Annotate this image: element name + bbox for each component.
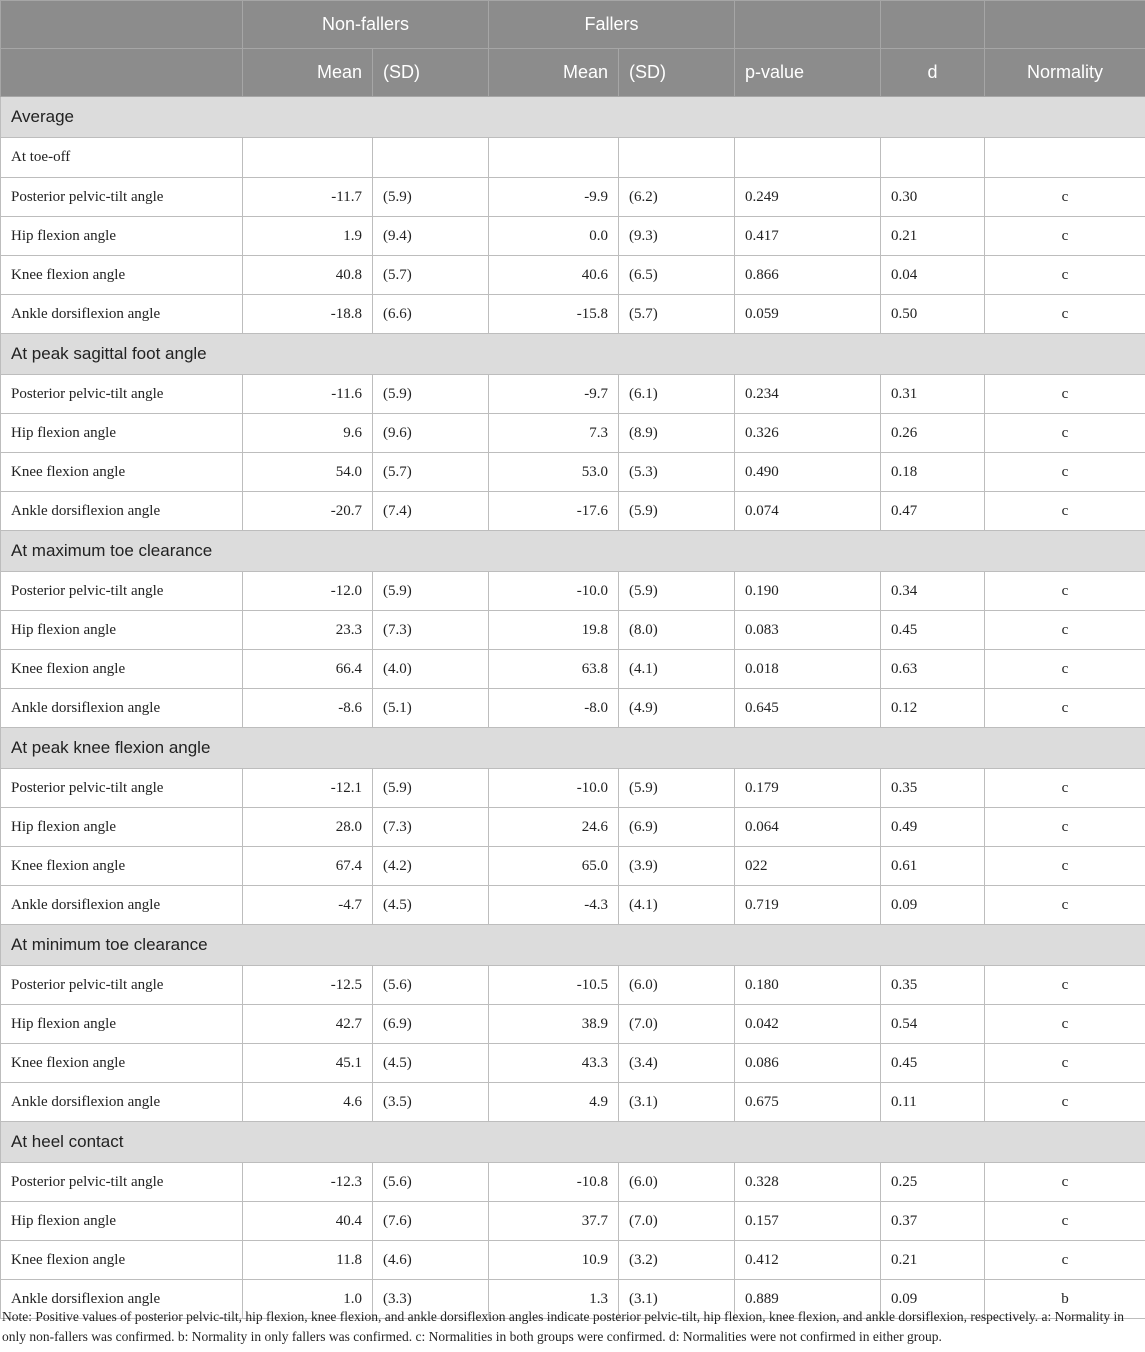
nonfallers-mean-cell: 1.9 [243, 217, 373, 256]
nonfallers-mean-cell: 1.0 [243, 1280, 373, 1319]
row-label: Hip flexion angle [1, 414, 243, 453]
header-empty-cell [1, 1, 243, 49]
empty-cell [735, 138, 881, 178]
nonfallers-sd-cell: (7.4) [373, 492, 489, 531]
table-row [1, 1044, 1145, 1083]
row-label: Ankle dorsiflexion angle [1, 886, 243, 925]
normality-cell: c [985, 650, 1145, 689]
d-cell: 0.26 [881, 414, 985, 453]
nonfallers-mean-cell: 11.8 [243, 1241, 373, 1280]
d-cell: 0.47 [881, 492, 985, 531]
table-row [1, 966, 1145, 1005]
fallers-sd-cell: (5.7) [619, 295, 735, 334]
p-value-cell: 0.326 [735, 414, 881, 453]
nonfallers-sd-cell: (5.6) [373, 966, 489, 1005]
nonfallers-sd-cell: (5.7) [373, 453, 489, 492]
p-value-cell: 0.490 [735, 453, 881, 492]
nonfallers-sd-cell: (5.9) [373, 178, 489, 217]
header-non-fallers: Non-fallers [243, 1, 489, 49]
p-value-cell: 0.889 [735, 1280, 881, 1319]
fallers-sd-cell: (3.9) [619, 847, 735, 886]
header-empty-cell [1, 49, 243, 97]
nonfallers-sd-cell: (7.3) [373, 808, 489, 847]
row-label: Hip flexion angle [1, 217, 243, 256]
d-cell: 0.12 [881, 689, 985, 728]
fallers-mean-cell: 43.3 [489, 1044, 619, 1083]
d-cell: 0.21 [881, 1241, 985, 1280]
p-value-cell: 0.074 [735, 492, 881, 531]
normality-cell: c [985, 808, 1145, 847]
nonfallers-sd-cell: (4.0) [373, 650, 489, 689]
header-nf-sd: (SD) [373, 49, 489, 97]
p-value-cell: 0.866 [735, 256, 881, 295]
fallers-sd-cell: (3.2) [619, 1241, 735, 1280]
nonfallers-mean-cell: 40.8 [243, 256, 373, 295]
fallers-sd-cell: (6.1) [619, 375, 735, 414]
normality-cell: c [985, 217, 1145, 256]
table-row [1, 1241, 1145, 1280]
d-cell: 0.09 [881, 1280, 985, 1319]
nonfallers-mean-cell: 45.1 [243, 1044, 373, 1083]
table-row [1, 217, 1145, 256]
d-cell: 0.54 [881, 1005, 985, 1044]
row-label: Hip flexion angle [1, 1005, 243, 1044]
section-title: At heel contact [1, 1122, 1145, 1163]
nonfallers-mean-cell: -12.0 [243, 572, 373, 611]
fallers-mean-cell: 40.6 [489, 256, 619, 295]
p-value-cell: 0.064 [735, 808, 881, 847]
nonfallers-mean-cell: -18.8 [243, 295, 373, 334]
fallers-mean-cell: -4.3 [489, 886, 619, 925]
table-note: Note: Positive values of posterior pelvic-tilt, hip flexion, knee flexion, and ankle dorsiflexion angles indicate posterior pelvic-tilt, hip flexion, knee flexion, and ankle dorsiflexion, respectively. a: Normality in only non-fallers was confirmed. b: Normality in only fallers was confirmed. c: Normalities in both groups were confirmed. d: Normalities were not confirmed in either group. [2, 1309, 1124, 1344]
fallers-mean-cell: 4.9 [489, 1083, 619, 1122]
p-value-cell: 0.180 [735, 966, 881, 1005]
fallers-mean-cell: -8.0 [489, 689, 619, 728]
row-label: Hip flexion angle [1, 1202, 243, 1241]
fallers-mean-cell: 24.6 [489, 808, 619, 847]
nonfallers-mean-cell: 23.3 [243, 611, 373, 650]
table-row [1, 1202, 1145, 1241]
fallers-sd-cell: (5.9) [619, 572, 735, 611]
normality-cell: c [985, 1044, 1145, 1083]
fallers-mean-cell: 53.0 [489, 453, 619, 492]
d-cell: 0.63 [881, 650, 985, 689]
fallers-mean-cell: -17.6 [489, 492, 619, 531]
row-label: Posterior pelvic-tilt angle [1, 769, 243, 808]
nonfallers-mean-cell: -4.7 [243, 886, 373, 925]
nonfallers-sd-cell: (5.9) [373, 375, 489, 414]
p-value-cell: 0.417 [735, 217, 881, 256]
fallers-mean-cell: -9.9 [489, 178, 619, 217]
normality-cell: c [985, 1202, 1145, 1241]
fallers-sd-cell: (4.9) [619, 689, 735, 728]
normality-cell: c [985, 375, 1145, 414]
header-empty-cell [881, 1, 985, 49]
nonfallers-mean-cell: -11.6 [243, 375, 373, 414]
p-value-cell: 0.249 [735, 178, 881, 217]
nonfallers-sd-cell: (4.6) [373, 1241, 489, 1280]
d-cell: 0.30 [881, 178, 985, 217]
nonfallers-sd-cell: (4.5) [373, 1044, 489, 1083]
d-cell: 0.45 [881, 1044, 985, 1083]
fallers-sd-cell: (5.3) [619, 453, 735, 492]
header-row-columns [1, 49, 1145, 97]
p-value-cell: 0.083 [735, 611, 881, 650]
d-cell: 0.09 [881, 886, 985, 925]
row-label: Posterior pelvic-tilt angle [1, 375, 243, 414]
d-cell: 0.25 [881, 1163, 985, 1202]
fallers-mean-cell: -10.8 [489, 1163, 619, 1202]
empty-cell [489, 138, 619, 178]
p-value-cell: 0.059 [735, 295, 881, 334]
header-empty-cell [735, 1, 881, 49]
nonfallers-mean-cell: -8.6 [243, 689, 373, 728]
normality-cell: c [985, 453, 1145, 492]
nonfallers-sd-cell: (6.6) [373, 295, 489, 334]
nonfallers-sd-cell: (5.7) [373, 256, 489, 295]
section-header [1, 728, 1145, 769]
p-value-cell: 0.234 [735, 375, 881, 414]
fallers-mean-cell: 38.9 [489, 1005, 619, 1044]
table-row [1, 1163, 1145, 1202]
p-value-cell: 0.086 [735, 1044, 881, 1083]
d-cell: 0.34 [881, 572, 985, 611]
d-cell: 0.35 [881, 769, 985, 808]
fallers-sd-cell: (6.0) [619, 1163, 735, 1202]
table-body [1, 97, 1145, 1319]
d-cell: 0.18 [881, 453, 985, 492]
p-value-cell: 0.719 [735, 886, 881, 925]
fallers-sd-cell: (6.9) [619, 808, 735, 847]
empty-cell [881, 138, 985, 178]
header-p-value: p-value [735, 49, 881, 97]
nonfallers-mean-cell: -20.7 [243, 492, 373, 531]
table-row [1, 847, 1145, 886]
p-value-cell: 0.645 [735, 689, 881, 728]
table-row [1, 572, 1145, 611]
fallers-mean-cell: 65.0 [489, 847, 619, 886]
nonfallers-mean-cell: 9.6 [243, 414, 373, 453]
section-title: At peak sagittal foot angle [1, 334, 1145, 375]
row-label: Ankle dorsiflexion angle [1, 295, 243, 334]
table-row [1, 492, 1145, 531]
normality-cell: c [985, 572, 1145, 611]
row-label: Ankle dorsiflexion angle [1, 689, 243, 728]
fallers-sd-cell: (5.9) [619, 769, 735, 808]
subsection-row [1, 138, 1145, 178]
table-row [1, 1083, 1145, 1122]
fallers-mean-cell: 19.8 [489, 611, 619, 650]
p-value-cell: 0.675 [735, 1083, 881, 1122]
table-row [1, 375, 1145, 414]
section-title: At maximum toe clearance [1, 531, 1145, 572]
row-label: Ankle dorsiflexion angle [1, 492, 243, 531]
normality-cell: c [985, 689, 1145, 728]
p-value-cell: 0.190 [735, 572, 881, 611]
fallers-mean-cell: -15.8 [489, 295, 619, 334]
d-cell: 0.21 [881, 217, 985, 256]
empty-cell [619, 138, 735, 178]
nonfallers-mean-cell: 4.6 [243, 1083, 373, 1122]
row-label: Knee flexion angle [1, 256, 243, 295]
subsection-title: At toe-off [1, 138, 243, 178]
d-cell: 0.50 [881, 295, 985, 334]
normality-cell: c [985, 886, 1145, 925]
normality-cell: c [985, 295, 1145, 334]
nonfallers-sd-cell: (9.4) [373, 217, 489, 256]
d-cell: 0.31 [881, 375, 985, 414]
d-cell: 0.35 [881, 966, 985, 1005]
header-empty-cell [985, 1, 1145, 49]
table-row [1, 295, 1145, 334]
row-label: Knee flexion angle [1, 1241, 243, 1280]
section-title: At minimum toe clearance [1, 925, 1145, 966]
fallers-sd-cell: (6.2) [619, 178, 735, 217]
d-cell: 0.37 [881, 1202, 985, 1241]
normality-cell: c [985, 178, 1145, 217]
header-nf-mean: Mean [243, 49, 373, 97]
table-row [1, 808, 1145, 847]
normality-cell: c [985, 492, 1145, 531]
table-row [1, 769, 1145, 808]
nonfallers-mean-cell: -12.1 [243, 769, 373, 808]
nonfallers-mean-cell: -12.5 [243, 966, 373, 1005]
table-row [1, 414, 1145, 453]
section-header [1, 1122, 1145, 1163]
normality-cell: c [985, 1163, 1145, 1202]
row-label: Knee flexion angle [1, 650, 243, 689]
nonfallers-sd-cell: (3.5) [373, 1083, 489, 1122]
fallers-sd-cell: (4.1) [619, 650, 735, 689]
fallers-sd-cell: (3.4) [619, 1044, 735, 1083]
row-label: Ankle dorsiflexion angle [1, 1083, 243, 1122]
table-row [1, 453, 1145, 492]
fallers-sd-cell: (7.0) [619, 1005, 735, 1044]
row-label: Hip flexion angle [1, 808, 243, 847]
normality-cell: c [985, 769, 1145, 808]
table-row [1, 650, 1145, 689]
fallers-mean-cell: -9.7 [489, 375, 619, 414]
fallers-sd-cell: (6.5) [619, 256, 735, 295]
d-cell: 0.61 [881, 847, 985, 886]
fallers-sd-cell: (8.0) [619, 611, 735, 650]
normality-cell: c [985, 1241, 1145, 1280]
nonfallers-sd-cell: (5.6) [373, 1163, 489, 1202]
normality-cell: c [985, 256, 1145, 295]
fallers-sd-cell: (6.0) [619, 966, 735, 1005]
d-cell: 0.11 [881, 1083, 985, 1122]
nonfallers-sd-cell: (5.9) [373, 572, 489, 611]
nonfallers-sd-cell: (6.9) [373, 1005, 489, 1044]
nonfallers-mean-cell: 54.0 [243, 453, 373, 492]
header-row-groups [1, 1, 1145, 49]
p-value-cell: 0.042 [735, 1005, 881, 1044]
row-label: Knee flexion angle [1, 1044, 243, 1083]
table-row [1, 1005, 1145, 1044]
section-header-average [1, 97, 1145, 138]
d-cell: 0.04 [881, 256, 985, 295]
empty-cell [243, 138, 373, 178]
normality-cell: c [985, 611, 1145, 650]
fallers-mean-cell: -10.0 [489, 572, 619, 611]
table-row [1, 178, 1145, 217]
fallers-mean-cell: -10.0 [489, 769, 619, 808]
d-cell: 0.45 [881, 611, 985, 650]
nonfallers-mean-cell: 40.4 [243, 1202, 373, 1241]
fallers-sd-cell: (3.1) [619, 1280, 735, 1319]
normality-cell: c [985, 847, 1145, 886]
section-title: At peak knee flexion angle [1, 728, 1145, 769]
nonfallers-sd-cell: (4.5) [373, 886, 489, 925]
fallers-mean-cell: 1.3 [489, 1280, 619, 1319]
row-label: Ankle dorsiflexion angle [1, 1280, 243, 1319]
nonfallers-sd-cell: (7.6) [373, 1202, 489, 1241]
fallers-sd-cell: (8.9) [619, 414, 735, 453]
fallers-mean-cell: -10.5 [489, 966, 619, 1005]
p-value-cell: 0.018 [735, 650, 881, 689]
fallers-mean-cell: 37.7 [489, 1202, 619, 1241]
fallers-mean-cell: 0.0 [489, 217, 619, 256]
fallers-sd-cell: (5.9) [619, 492, 735, 531]
section-header [1, 334, 1145, 375]
table-row [1, 689, 1145, 728]
nonfallers-mean-cell: -11.7 [243, 178, 373, 217]
p-value-cell: 0.157 [735, 1202, 881, 1241]
row-label: Posterior pelvic-tilt angle [1, 178, 243, 217]
normality-cell: c [985, 414, 1145, 453]
nonfallers-sd-cell: (7.3) [373, 611, 489, 650]
row-label: Knee flexion angle [1, 847, 243, 886]
table-row [1, 256, 1145, 295]
section-header [1, 531, 1145, 572]
fallers-mean-cell: 63.8 [489, 650, 619, 689]
d-cell: 0.49 [881, 808, 985, 847]
fallers-mean-cell: 7.3 [489, 414, 619, 453]
fallers-sd-cell: (7.0) [619, 1202, 735, 1241]
section-title: Average [1, 97, 1145, 138]
nonfallers-sd-cell: (5.1) [373, 689, 489, 728]
p-value-cell: 022 [735, 847, 881, 886]
header-fallers: Fallers [489, 1, 735, 49]
nonfallers-sd-cell: (5.9) [373, 769, 489, 808]
table-row [1, 886, 1145, 925]
header-f-sd: (SD) [619, 49, 735, 97]
fallers-sd-cell: (3.1) [619, 1083, 735, 1122]
header-f-mean: Mean [489, 49, 619, 97]
nonfallers-sd-cell: (3.3) [373, 1280, 489, 1319]
table-header [1, 1, 1145, 97]
table-row [1, 611, 1145, 650]
nonfallers-mean-cell: 67.4 [243, 847, 373, 886]
header-normality: Normality [985, 49, 1145, 97]
empty-cell [985, 138, 1145, 178]
normality-cell: c [985, 1005, 1145, 1044]
row-label: Posterior pelvic-tilt angle [1, 966, 243, 1005]
fallers-sd-cell: (9.3) [619, 217, 735, 256]
header-d: d [881, 49, 985, 97]
fallers-sd-cell: (4.1) [619, 886, 735, 925]
row-label: Posterior pelvic-tilt angle [1, 572, 243, 611]
nonfallers-sd-cell: (9.6) [373, 414, 489, 453]
p-value-cell: 0.328 [735, 1163, 881, 1202]
nonfallers-mean-cell: -12.3 [243, 1163, 373, 1202]
normality-cell: b [985, 1280, 1145, 1319]
nonfallers-sd-cell: (4.2) [373, 847, 489, 886]
p-value-cell: 0.412 [735, 1241, 881, 1280]
section-header [1, 925, 1145, 966]
row-label: Hip flexion angle [1, 611, 243, 650]
empty-cell [373, 138, 489, 178]
nonfallers-mean-cell: 66.4 [243, 650, 373, 689]
p-value-cell: 0.179 [735, 769, 881, 808]
normality-cell: c [985, 1083, 1145, 1122]
nonfallers-mean-cell: 42.7 [243, 1005, 373, 1044]
normality-cell: c [985, 966, 1145, 1005]
row-label: Knee flexion angle [1, 453, 243, 492]
nonfallers-mean-cell: 28.0 [243, 808, 373, 847]
fallers-mean-cell: 10.9 [489, 1241, 619, 1280]
row-label: Posterior pelvic-tilt angle [1, 1163, 243, 1202]
